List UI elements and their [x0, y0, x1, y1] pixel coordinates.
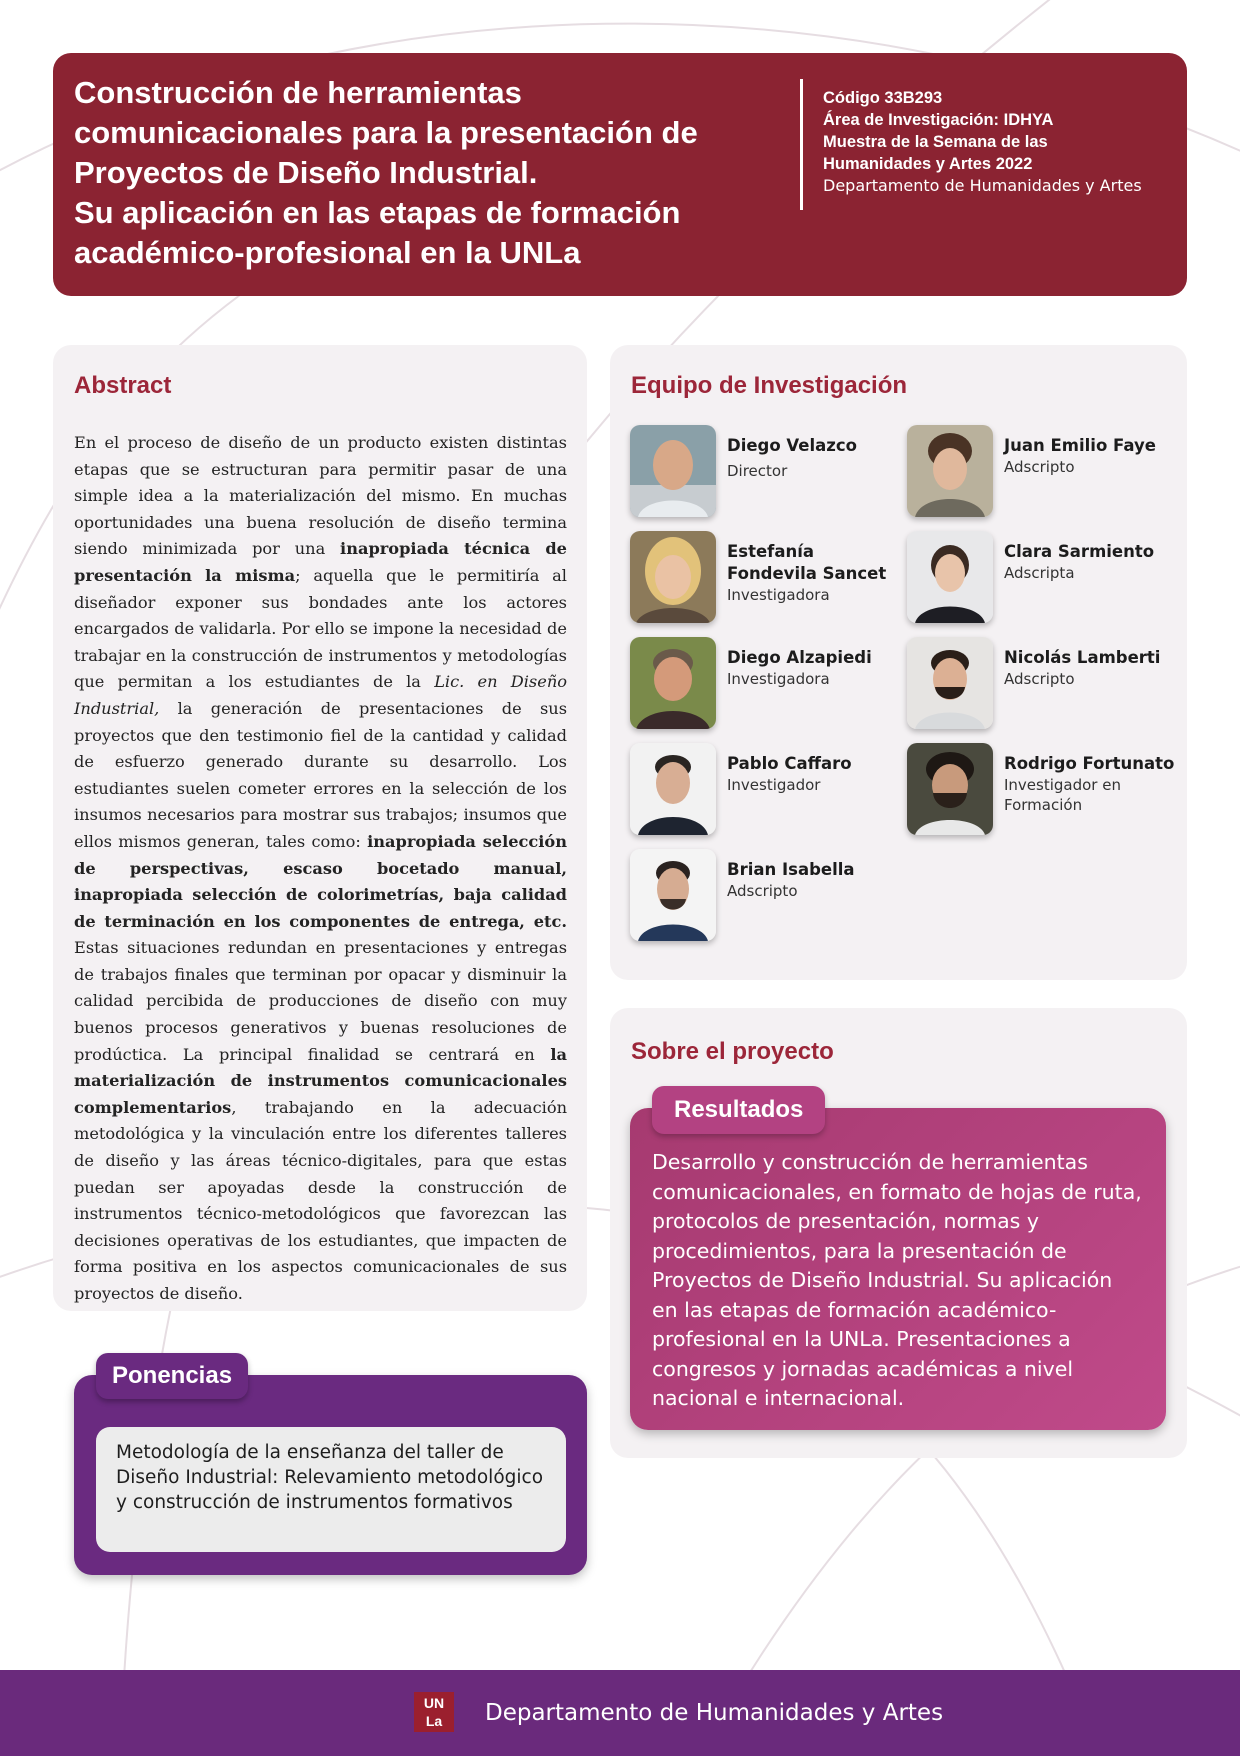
team-panel: [610, 345, 1187, 980]
member-name: Rodrigo Fortunato Investigador en Formación: [1004, 753, 1184, 815]
team-member: [907, 637, 1177, 729]
ponencias-card: [74, 1362, 587, 1575]
abstract-segment: Estas situaciones redundan en presentaciones y entregas de trabajos finales que terminan por opacar y disminuir la calidad percibida de producciones de diseño con muy buenos procesos generativos y buenas resoluciones de prodúctica. La principal finalidad se centrará en: [74, 938, 567, 1064]
project-panel: [610, 1008, 1187, 1458]
abstract-text: [74, 430, 567, 1308]
title-line: académico-profesional en la UNLa: [74, 235, 581, 270]
abstract-segment: , trabajando en la adecuación metodológica y la vinculación entre los diferentes talleres de diseño y las áreas técnico-digitales, para que estas puedan ser apoyadas desde la construcción de instrumentos técnico-metodológicos que favorezcan las decisiones operativas de los estudiantes, que impacten de forma positiva en los aspectos comunicacionales de sus proyectos de diseño.: [74, 1097, 567, 1303]
member-role: Adscripto: [1004, 670, 1075, 688]
member-name: Diego Alzapiedi Investigadora: [727, 647, 907, 689]
team-title: Equipo de Investigación: [631, 372, 908, 399]
title-line: Su aplicación en las etapas de formación: [74, 195, 681, 230]
member-role: Adscripta: [1004, 564, 1075, 582]
results-text: Desarrollo y construcción de herramientas comunicacionales, en formato de hojas de ruta, protocolos de presentación, normas y procedimientos, para la presentación de Proyectos de Diseño Industrial. Su aplicación en las etapas de formación académico-profesional en la UNLa. Presentaciones a congresos y jornadas académicas a nivel nacional e internacional.: [652, 1150, 1142, 1410]
title-line: comunicacionales para la presentación de: [74, 115, 698, 150]
member-name: Juan Emilio Faye Adscripto: [1004, 435, 1184, 477]
member-photo: [630, 637, 716, 729]
project-meta: [823, 87, 1173, 197]
member-photo: [630, 849, 716, 941]
header-banner: [53, 53, 1187, 296]
results-label: Resultados: [652, 1086, 825, 1134]
title-line: Proyectos de Diseño Industrial.: [74, 155, 538, 190]
title-line: Construcción de herramientas: [74, 75, 522, 110]
unla-logo: UN La: [414, 1692, 454, 1732]
team-member: [630, 425, 900, 517]
abstract-segment: En el proceso de diseño de un producto existen distintas etapas que se estructuran para permitir pasar de una simple idea a la materialización del mismo. En muchas oportunidades una buena resolución de diseño termina siendo minimizada por una: [74, 433, 567, 559]
member-role: Investigadora: [727, 670, 830, 688]
ponencia-text: Metodología de la enseñanza del taller de Diseño Industrial: Relevamiento metodológico y construcción de instrumentos formativos: [116, 1442, 544, 1513]
team-member: [907, 743, 1177, 835]
member-name: Diego Velazco Director: [727, 435, 907, 481]
footer: [0, 1670, 1240, 1756]
member-role: Investigador en Formación: [1004, 776, 1121, 814]
abstract-title: Abstract: [74, 372, 172, 399]
member-role: Investigadora: [727, 586, 830, 604]
abstract-panel: [53, 345, 587, 1311]
project-title: Sobre el proyecto: [631, 1038, 834, 1065]
ponencias-label: Ponencias: [96, 1353, 248, 1399]
project-code: Código 33B293: [823, 89, 943, 107]
abstract-italic: Lic. en Diseño Industrial,: [74, 672, 567, 718]
member-role: Investigador: [727, 776, 821, 794]
team-member: [630, 849, 900, 941]
team-member: [907, 531, 1177, 623]
team-member: [630, 637, 900, 729]
team-member: [630, 743, 900, 835]
member-photo: [630, 425, 716, 517]
header-divider: [800, 79, 803, 210]
member-name: Estefanía Fondevila Sancet Investigadora: [727, 541, 907, 605]
member-name: Brian Isabella Adscripto: [727, 859, 907, 901]
member-role: Adscripto: [727, 882, 798, 900]
abstract-highlight: inapropiada técnica de presentación la misma: [74, 539, 567, 585]
team-member: [630, 531, 900, 623]
member-role: Adscripto: [1004, 458, 1075, 476]
member-photo: [907, 637, 993, 729]
team-member: [907, 425, 1177, 517]
abstract-highlight: inapropiada selección de perspectivas, escaso bocetado manual, inapropiada selección de colorimetrías, baja calidad de terminación en los componentes de entrega, etc.: [74, 831, 567, 931]
abstract-segment: la generación de presentaciones de sus proyectos que den testimonio fiel de la cantidad y calidad de esfuerzo generado durante su desarrollo. Los estudiantes suelen cometer errores en la selección de los insumos necesarios para mostrar sus trabajos; insumos que ellos mismos generan, tales como:: [74, 698, 567, 851]
abstract-highlight: la materialización de instrumentos comunicacionales complementarios: [74, 1044, 567, 1117]
member-name: Pablo Caffaro Investigador: [727, 753, 907, 795]
member-name: Nicolás Lamberti Adscripto: [1004, 647, 1184, 689]
poster-title: [74, 73, 774, 273]
ponencia-item: [96, 1427, 566, 1552]
member-photo: [630, 743, 716, 835]
member-name: Clara Sarmiento Adscripta: [1004, 541, 1184, 583]
showcase-line-2: Humanidades y Artes 2022: [823, 155, 1033, 173]
member-role: Director: [727, 462, 788, 480]
footer-department: Departamento de Humanidades y Artes: [485, 1700, 944, 1726]
abstract-segment: ; aquella que le permitiría al diseñador exponer sus bondades ante los actores encargados de validarla. Por ello se impone la necesidad de trabajar en la construcción de instrumentos y metodologías que permitan a los estudiantes de la: [74, 565, 567, 692]
results-card: [630, 1096, 1166, 1430]
member-photo: [630, 531, 716, 623]
member-photo: [907, 531, 993, 623]
showcase-line-1: Muestra de la Semana de las: [823, 133, 1048, 151]
department: Departamento de Humanidades y Artes: [823, 176, 1142, 195]
member-photo: [907, 425, 993, 517]
research-area: Área de Investigación: IDHYA: [823, 111, 1054, 129]
member-photo: [907, 743, 993, 835]
